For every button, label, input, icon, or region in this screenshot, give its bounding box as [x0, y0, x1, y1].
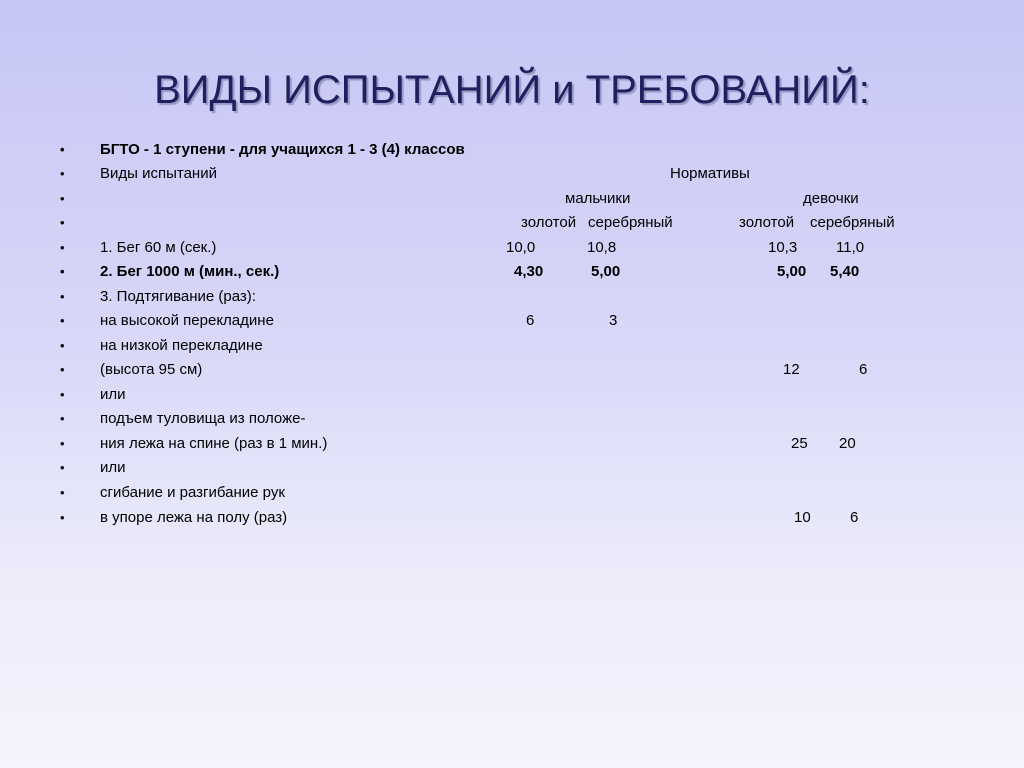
bullet: • — [60, 264, 65, 279]
value-boys-silver: 3 — [609, 312, 618, 329]
value-boys-silver: 5,00 — [591, 263, 621, 280]
value-girls-silver: 5,40 — [830, 263, 860, 280]
item-text: сгибание и разгибание рук — [100, 484, 285, 501]
value-girls-silver: 20 — [839, 435, 856, 452]
bullet: • — [60, 142, 65, 157]
bullet: • — [60, 362, 65, 377]
list-item-low-bar — [0, 334, 1024, 358]
norms-header: Нормативы — [670, 165, 750, 182]
bullet: • — [60, 313, 65, 328]
value-boys-silver: 10,8 — [587, 239, 617, 256]
col-girls-silver: серебряный — [810, 214, 895, 231]
list-item-header — [0, 162, 1024, 186]
value-boys-gold: 10,0 — [506, 239, 536, 256]
item-text: подъем туловища из положе- — [100, 410, 306, 427]
bullet: • — [60, 411, 65, 426]
col-girls-gold: золотой — [739, 214, 795, 231]
bullet: • — [60, 485, 65, 500]
item-text: 3. Подтягивание (раз): — [100, 288, 256, 305]
bullet: • — [60, 510, 65, 525]
value-girls-gold: 5,00 — [777, 263, 807, 280]
value-girls-gold: 10 — [794, 509, 811, 526]
bullet: • — [60, 338, 65, 353]
value-girls-gold: 12 — [783, 361, 800, 378]
bullet: • — [60, 166, 65, 181]
item-text: 1. Бег 60 м (сек.) — [100, 239, 217, 256]
list-item-situps-2 — [0, 432, 1024, 456]
list-item-run-1000 — [0, 260, 1024, 284]
list-item-run-60 — [0, 236, 1024, 260]
list-item-high-bar — [0, 309, 1024, 333]
list-item-situps-1 — [0, 407, 1024, 431]
item-text: Виды испытаний — [100, 165, 217, 182]
list-item-pushups-2 — [0, 506, 1024, 530]
list-item-or — [0, 383, 1024, 407]
list-item-or — [0, 456, 1024, 480]
list-item-bar-height — [0, 358, 1024, 382]
value-girls-gold: 10,3 — [768, 239, 798, 256]
value-girls-silver: 6 — [850, 509, 859, 526]
bullet: • — [60, 289, 65, 304]
slide-title: ВИДЫ ИСПЫТАНИЙ и ТРЕБОВАНИЙ: — [154, 68, 870, 112]
item-text: в упоре лежа на полу (раз) — [100, 509, 288, 526]
item-text: на низкой перекладине — [100, 337, 263, 354]
value-boys-gold: 6 — [526, 312, 535, 329]
bullet: • — [60, 387, 65, 402]
item-text: на высокой перекладине — [100, 312, 274, 329]
bullet: • — [60, 215, 65, 230]
value-girls-gold: 25 — [791, 435, 808, 452]
value-boys-gold: 4,30 — [514, 263, 544, 280]
bullet: • — [60, 191, 65, 206]
col-boys-silver: серебряный — [588, 214, 673, 231]
list-item-stage — [0, 138, 1024, 162]
item-text: или — [100, 459, 126, 476]
item-text: ния лежа на спине (раз в 1 мин.) — [100, 435, 328, 452]
value-girls-silver: 11,0 — [836, 239, 865, 256]
item-text: БГТО - 1 ступени - для учащихся 1 - 3 (4) классов — [100, 141, 465, 158]
item-text: 2. Бег 1000 м (мин., сек.) — [100, 263, 280, 280]
boys-header: мальчики — [565, 190, 631, 207]
col-boys-gold: золотой — [521, 214, 577, 231]
list-item-gender-header — [0, 187, 1024, 211]
list-item-pushups-1 — [0, 481, 1024, 505]
value-girls-silver: 6 — [859, 361, 868, 378]
list-item-medal-header — [0, 211, 1024, 235]
item-text: или — [100, 386, 126, 403]
item-text: (высота 95 см) — [100, 361, 203, 378]
bullet: • — [60, 436, 65, 451]
bullet: • — [60, 240, 65, 255]
list-item-pullups — [0, 285, 1024, 309]
girls-header: девочки — [803, 190, 859, 207]
bullet: • — [60, 460, 65, 475]
